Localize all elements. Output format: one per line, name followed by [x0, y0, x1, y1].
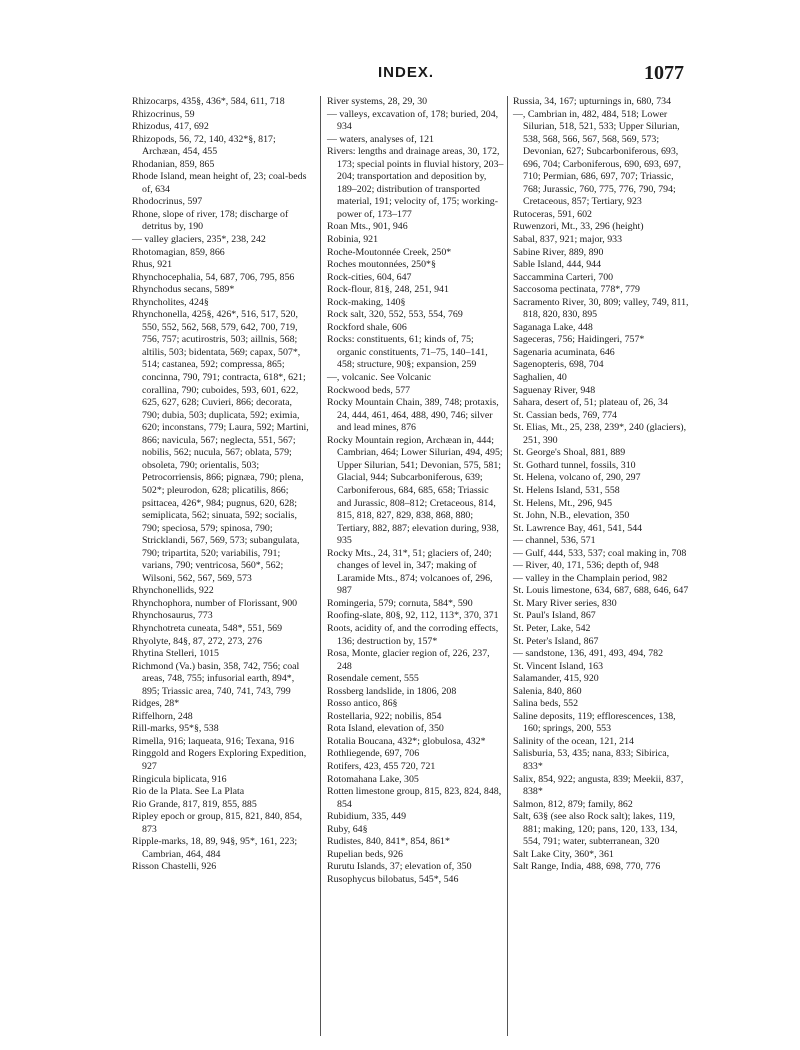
index-entry: Rotalia Boucana, 432*; globulosa, 432*	[327, 735, 486, 747]
index-column-3	[513, 96, 689, 1036]
index-entry: Ridges, 28*	[132, 698, 180, 710]
index-entry: St. Lawrence Bay, 461, 541, 544	[513, 522, 643, 534]
index-entry: Rock-flour, 81§, 248, 251, 941	[327, 284, 449, 296]
index-entry: Rhytina Stelleri, 1015	[132, 648, 219, 660]
index-entry: Rocky Mts., 24, 31*, 51; glaciers of, 240; changes of level in, 347; making of Laramide Mts., 874; volcanoes of, 296, 987	[327, 547, 493, 597]
index-entry: Rhizodus, 417, 692	[132, 121, 209, 133]
index-entry: Riffelhorn, 248	[132, 710, 193, 722]
index-entry: Rosso antico, 86§	[327, 698, 398, 710]
index-entry: Rhynchophora, number of Florissant, 900	[132, 597, 298, 609]
index-entry: Sabine River, 889, 890	[513, 246, 604, 258]
index-entry: Rhynchosaurus, 773	[132, 610, 213, 622]
index-entry: Rhyncholites, 424§	[132, 296, 209, 308]
page-number: 1077	[644, 62, 684, 84]
index-entry: Roofing-slate, 80§, 92, 112, 113*, 370, 371	[327, 610, 499, 622]
index-entry: Salina beds, 552	[513, 698, 579, 710]
index-column-2	[327, 96, 505, 1036]
index-entry: Rubidium, 335, 449	[327, 811, 407, 823]
index-entry: Rio de la Plata. See La Plata	[132, 786, 245, 798]
index-entry: Rocky Mountain region, Archæan in, 444; Cambrian, 464; Lower Silurian, 494, 495; Upper Silurian, 541; Devonian, 575, 581; Glacial, 944; Subcarboniferous, 639; Carboniferous, 684, 685, 658; Triassic and Jurassic, 808–812; Cretaceous, 814, 815, 818, 827, 829, 838, 868, 880; Tertiary, 882, 887; elevation during, 938, 935	[327, 434, 503, 547]
index-entry: Rostellaria, 922; nobilis, 854	[327, 710, 442, 722]
index-entry: Rhizocrinus, 59	[132, 108, 195, 120]
index-entry: Sagenopteris, 698, 704	[513, 359, 604, 371]
index-entry: — valley in the Champlain period, 982	[513, 572, 668, 584]
index-entry: Robinia, 921	[327, 234, 379, 246]
index-entry: St. Helens, Mt., 296, 945	[513, 497, 613, 509]
index-entry: Salmon, 812, 879; family, 862	[513, 798, 633, 810]
index-entry: Rock-making, 140§	[327, 296, 406, 308]
index-entry: Roche-Moutonnée Creek, 250*	[327, 246, 452, 258]
index-entry: Rockford shale, 606	[327, 321, 407, 333]
index-entry: Roches moutonnées, 250*§	[327, 259, 436, 271]
index-entry: Rhynchodus secans, 589*	[132, 284, 235, 296]
index-entry: Sabal, 837, 921; major, 933	[513, 234, 623, 246]
index-entry: —, Cambrian in, 482, 484, 518; Lower Silurian, 518, 521, 533; Upper Silurian, 538, 568, 566, 567, 568, 569, 573; Devonian, 627; Subcarboniferous, 693, 696, 704; Carboniferous, 690, 693, 697, 710; Permian, 686, 697, 707; Triassic, 768; Jurassic, 760, 775, 776, 790, 794; Cretaceous, 857; Tertiary, 923	[513, 108, 681, 208]
index-entry: Rill-marks, 95*§, 538	[132, 723, 219, 735]
index-entry: — River, 40, 171, 536; depth of, 948	[513, 560, 659, 572]
index-entry: Rockwood beds, 577	[327, 384, 411, 396]
index-entry: Rupelian beds, 926	[327, 848, 403, 860]
index-entry: Sable Island, 444, 944	[513, 259, 602, 271]
index-entry: Russia, 34, 167; upturnings in, 680, 734	[513, 96, 672, 107]
index-entry: Rhode Island, mean height of, 23; coal-beds of, 634	[132, 171, 307, 195]
column-divider	[507, 96, 508, 1036]
index-entry: Rhizopods, 56, 72, 140, 432*§, 817; Archæan, 454, 455	[132, 133, 276, 158]
page-title: INDEX.	[377, 64, 434, 81]
index-entry: St. Helena, volcano of, 290, 297	[513, 472, 641, 484]
index-entry: Rotifers, 423, 455 720, 721	[327, 760, 436, 772]
index-entry: St. John, N.B., elevation, 350	[513, 510, 630, 522]
index-entry: Rhynchotreta cuneata, 548*, 551, 569	[132, 622, 283, 634]
index-entry: Rock salt, 320, 552, 553, 554, 769	[327, 309, 463, 321]
index-columns	[132, 96, 692, 1036]
index-entry: —, volcanic. See Volcanic	[327, 372, 432, 384]
index-entry: Sacramento River, 30, 809; valley, 749, 811, 818, 820, 830, 895	[513, 296, 689, 321]
index-entry: Salt Range, India, 488, 698, 770, 776	[513, 861, 661, 873]
index-entry: Ripple-marks, 18, 89, 94§, 95*, 161, 223; Cambrian, 464, 484	[132, 836, 298, 860]
index-entry: Rocks: constituents, 61; kinds of, 75; organic constituents, 71–75, 140–141, 458; structure, 90§; expansion, 259	[327, 334, 488, 371]
index-entry: Rimella, 916; laqueata, 916; Texana, 916	[132, 735, 295, 747]
index-entry: — waters, analyses of, 121	[327, 133, 434, 145]
index-entry: Rhone, slope of river, 178; discharge of detritus by, 190	[132, 208, 289, 233]
index-entry: St. Helens Island, 531, 558	[513, 484, 620, 496]
index-entry: Rhodanian, 859, 865	[132, 158, 215, 170]
index-entry: Roots, acidity of, and the corroding effects, 136; destruction by, 157*	[327, 622, 499, 647]
index-entry: Saganaga Lake, 448	[513, 321, 593, 333]
page-header	[128, 62, 684, 88]
index-entry: Sagenaria acuminata, 646	[513, 346, 615, 358]
index-entry: Rothliegende, 697, 706	[327, 748, 420, 760]
index-entry: Ringgold and Rogers Exploring Expedition, 927	[132, 748, 307, 772]
index-entry: Salisburia, 53, 435; nana, 833; Sibirica, 833*	[513, 748, 670, 772]
index-entry: Saccosoma pectinata, 778*, 779	[513, 284, 640, 296]
index-entry: Roan Mts., 901, 946	[327, 221, 408, 233]
index-entry: — channel, 536, 571	[513, 535, 596, 547]
index-entry: Rosa, Monte, glacier region of, 226, 237, 248	[327, 648, 490, 672]
index-entry: Rotomahana Lake, 305	[327, 773, 419, 785]
index-entry: Rutoceras, 591, 602	[513, 208, 592, 220]
index-column-1	[132, 96, 310, 1036]
index-entry: Sahara, desert of, 51; plateau of, 26, 34	[513, 397, 668, 409]
index-entry: Rudistes, 840, 841*, 854, 861*	[327, 836, 450, 848]
index-entry: Rhyolyte, 84§, 87, 272, 273, 276	[132, 635, 263, 647]
index-entry: — sandstone, 136, 491, 493, 494, 782	[513, 648, 664, 660]
index-entry: Rhynchonella, 425§, 426*, 516, 517, 520, 550, 552, 562, 568, 579, 642, 700, 719, 756, 757; acutirostris, 503; aillnis, 568; altilis, 503; bidentata, 569; capax, 507*, 514; castanea, 592; compressa, 865; concinna, 790, 791; contracta, 618*, 621; corallina, 790; cuboides, 593, 601, 622, 625, 627, 628; Cuvieri, 866; decorata, 790; dubia, 503; duplicata, 592; eximia, 620; inconstans, 779; Laura, 592; Martini, 866; navicula, 567; neglecta, 551, 567; nobilis, 562; nucula, 567; oblata, 579; obsoleta, 790; orientalis, 503; Petrocorriensis, 866; pignæa, 790; plena, 502*; pleurodon, 628; plicatilis, 866; psittacea, 426*, 984; pugnus, 620, 628; semiplicata, 562; sinuata, 592; socialis, 790; speciosa, 579; spinosa, 790; Stricklandi, 567, 569, 573; subangulata, 790; tripartita, 520; variabilis, 791; varians, 790; ventricosa, 560*, 562; Wilsoni, 562, 567, 569, 573	[132, 309, 309, 584]
index-entry: Salamander, 415, 920	[513, 673, 599, 685]
index-entry: Rio Grande, 817, 819, 855, 885	[132, 798, 257, 810]
index-entry: Rurutu Islands, 37; elevation of, 350	[327, 861, 472, 873]
index-entry: St. George's Shoal, 881, 889	[513, 447, 626, 459]
index-entry: Richmond (Va.) basin, 358, 742, 756; coal areas, 748, 755; infusorial earth, 894*, 895; Triassic area, 740, 741, 743, 799	[132, 660, 300, 697]
index-entry: St. Cassian beds, 769, 774	[513, 409, 617, 421]
index-entry: Sageceras, 756; Haidingeri, 757*	[513, 334, 645, 346]
index-entry: Ripley epoch or group, 815, 821, 840, 854, 873	[132, 811, 303, 835]
index-entry: Rock-cities, 604, 647	[327, 271, 412, 283]
index-entry: St. Vincent Island, 163	[513, 660, 604, 672]
index-entry: Rossberg landslide, in 1806, 208	[327, 685, 457, 697]
index-entry: Rhynchonellids, 922	[132, 585, 214, 597]
index-entry: Rhynchocephalia, 54, 687, 706, 795, 856	[132, 271, 295, 283]
index-entry: Salinity of the ocean, 121, 214	[513, 735, 634, 747]
column-divider	[320, 96, 321, 1036]
index-entry: Salenia, 840, 860	[513, 685, 582, 697]
index-entry: St. Paul's Island, 867	[513, 610, 596, 622]
index-entry: Rota Island, elevation of, 350	[327, 723, 444, 735]
index-entry: Rocky Mountain Chain, 389, 748; protaxis, 24, 444, 461, 464, 488, 490, 746; silver and lead mines, 876	[327, 397, 499, 434]
index-entry: St. Louis limestone, 634, 687, 688, 646, 647	[513, 585, 689, 597]
index-entry: Ringicula biplicata, 916	[132, 773, 227, 785]
index-entry: Saccammina Carteri, 700	[513, 271, 614, 283]
index-entry: Rosendale cement, 555	[327, 673, 419, 685]
index-entry: St. Elias, Mt., 25, 238, 239*, 240 (glaciers), 251, 390	[513, 422, 687, 446]
index-entry: Romingeria, 579; cornuta, 584*, 590	[327, 597, 473, 609]
index-entry: Ruwenzori, Mt., 33, 296 (height)	[513, 221, 644, 233]
index-entry: St. Mary River series, 830	[513, 597, 617, 609]
index-entry: St. Peter, Lake, 542	[513, 622, 591, 634]
index-entry: Rotten limestone group, 815, 823, 824, 848, 854	[327, 786, 502, 810]
index-entry: Risson Chastelli, 926	[132, 861, 217, 873]
index-entry: Saline deposits, 119; efflorescences, 138, 160; springs, 200, 553	[513, 710, 676, 735]
index-entry: — Gulf, 444, 533, 537; coal making in, 708	[513, 547, 687, 559]
index-entry: River systems, 28, 29, 30	[327, 96, 428, 107]
index-entry: St. Peter's Island, 867	[513, 635, 599, 647]
index-entry: Salix, 854, 922; angusta, 839; Meekii, 837, 838*	[513, 773, 684, 798]
index-entry: Rhus, 921	[132, 259, 173, 271]
index-entry: Rhodocrinus, 597	[132, 196, 203, 208]
index-entry: Rhotomagian, 859, 866	[132, 246, 225, 258]
index-entry: Saguenay River, 948	[513, 384, 596, 396]
index-entry: Salt Lake City, 360*, 361	[513, 848, 614, 860]
index-entry: Rusophycus bilobatus, 545*, 546	[327, 873, 459, 885]
index-entry: Saghalien, 40	[513, 372, 567, 384]
index-entry: Rhizocarps, 435§, 436*, 584, 611, 718	[132, 96, 285, 107]
index-entry: St. Gothard tunnel, fossils, 310	[513, 459, 636, 471]
index-entry: Rivers: lengths and drainage areas, 30, 172, 173; special points in fluvial history, 203–204; transportation and deposition by, 189–202; distribution of transported material, 191; velocity of, 175; working-power of, 173–177	[327, 146, 504, 220]
index-entry: Ruby, 64§	[327, 823, 368, 835]
index-entry: — valley glaciers, 235*, 238, 242	[132, 234, 266, 246]
index-entry: — valleys, excavation of, 178; buried, 204, 934	[327, 108, 499, 133]
index-entry: Salt, 63§ (see also Rock salt); lakes, 119, 881; making, 120; pans, 120, 133, 134, 554, 791; water, subterranean, 320	[513, 811, 678, 848]
